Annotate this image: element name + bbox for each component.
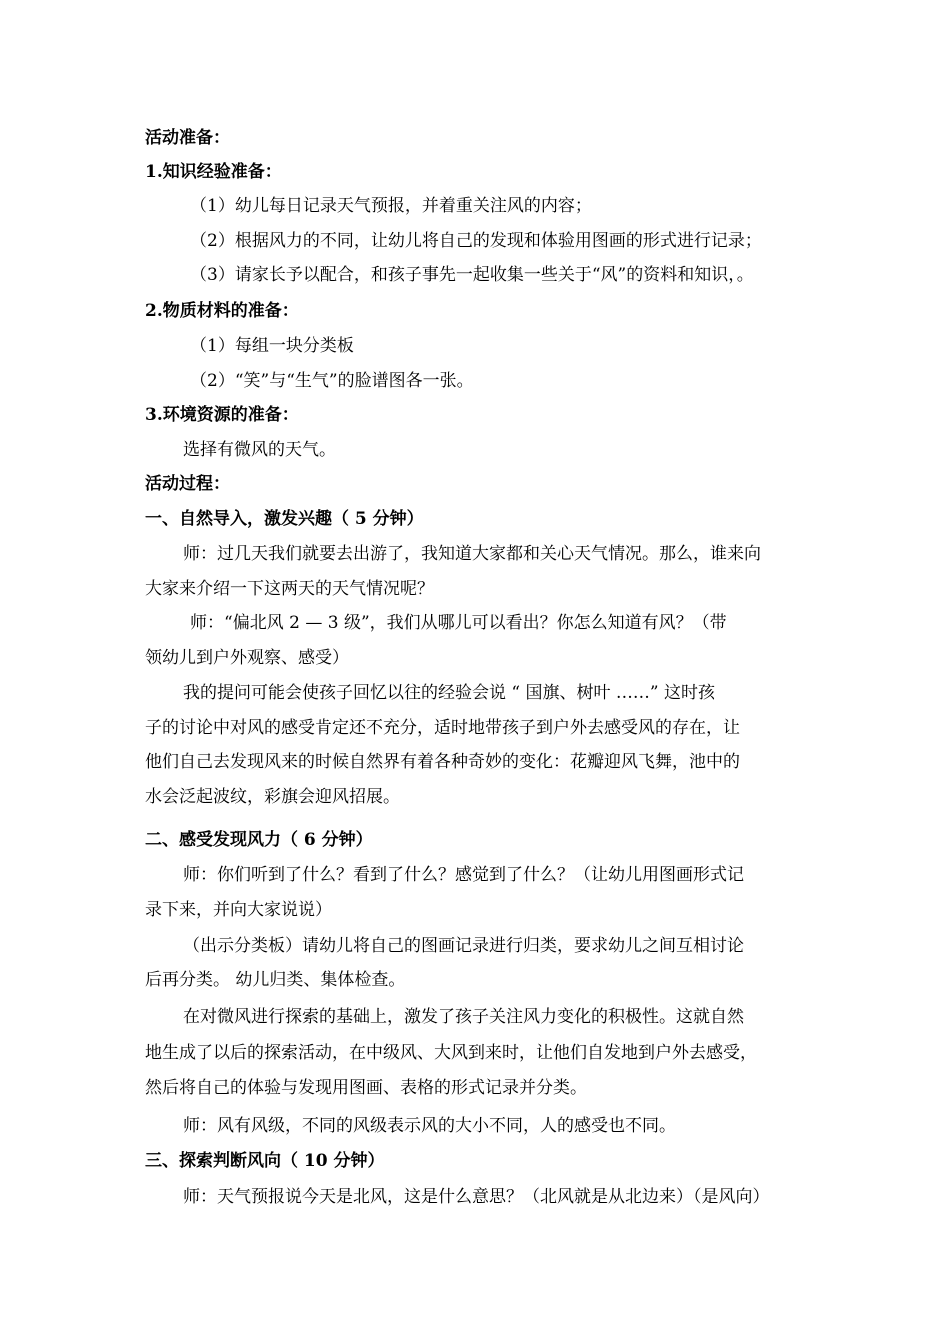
- prep3-heading: 3.环境资源的准备：: [145, 405, 299, 425]
- section2-line-2: 录下来，并向大家说说）: [145, 900, 332, 920]
- section3-line-1: 师：天气预报说今天是北风，这是什么意思？（北风就是从北边来）（是风向）: [183, 1187, 770, 1207]
- section1-line-1: 师：过几天我们就要去出游了，我知道大家都和关心天气情况。那么，谁来向: [183, 544, 761, 564]
- section1-line-8: 水会泛起波纹，彩旗会迎风招展。: [145, 787, 400, 807]
- section2-heading: 二、感受发现风力（ 6 分钟）: [145, 830, 373, 850]
- section3-heading: 三、探索判断风向（ 10 分钟）: [145, 1151, 385, 1171]
- section1-line-5: 我的提问可能会使孩子回忆以往的经验会说 “ 国旗、树叶 ……” 这时孩: [183, 683, 715, 703]
- section2-line-4: 后再分类。 幼儿归类、集体检查。: [145, 970, 406, 990]
- section2-line-5: 在对微风进行探索的基础上，激发了孩子关注风力变化的积极性。这就自然: [183, 1007, 744, 1027]
- section1-line-7: 他们自己去发现风来的时候自然界有着各种奇妙的变化：花瓣迎风飞舞，池中的: [145, 752, 740, 772]
- prep3-text: 选择有微风的天气。: [183, 440, 336, 460]
- prep1-item-2: （2）根据风力的不同，让幼儿将自己的发现和体验用图画的形式进行记录；: [190, 231, 762, 251]
- prep2-item-1: （1）每组一块分类板: [190, 336, 354, 356]
- process-heading: 活动过程：: [145, 474, 230, 494]
- prep1-item-3: （3）请家长予以配合，和孩子事先一起收集一些关于“风”的资料和知识，。: [190, 265, 754, 285]
- prep2-item-2: （2）“笑”与“生气”的脸谱图各一张。: [190, 371, 474, 391]
- prep1-heading: 1.知识经验准备：: [145, 162, 282, 182]
- prep1-item-1: （1）幼儿每日记录天气预报，并着重关注风的内容；: [190, 196, 592, 216]
- section1-line-3: 师：“偏北风 2 — 3 级”，我们从哪儿可以看出？你怎么知道有风？（带: [190, 613, 727, 633]
- section1-line-4: 领幼儿到户外观察、感受）: [145, 648, 349, 668]
- section2-line-8: 师：风有风级，不同的风级表示风的大小不同，人的感受也不同。: [183, 1116, 676, 1136]
- prep2-heading: 2.物质材料的准备：: [145, 301, 299, 321]
- section2-line-7: 然后将自己的体验与发现用图画、表格的形式记录并分类。: [145, 1078, 587, 1098]
- section1-line-2: 大家来介绍一下这两天的天气情况呢？: [145, 579, 434, 599]
- section2-line-3: （出示分类板）请幼儿将自己的图画记录进行归类，要求幼儿之间互相讨论: [183, 936, 744, 956]
- section2-line-1: 师：你们听到了什么？看到了什么？感觉到了什么？（让幼儿用图画形式记: [183, 865, 744, 885]
- section1-heading: 一、自然导入，激发兴趣（ 5 分钟）: [145, 509, 424, 529]
- section1-line-6: 子的讨论中对风的感受肯定还不充分，适时地带孩子到户外去感受风的存在，让: [145, 718, 740, 738]
- prep-heading: 活动准备：: [145, 128, 230, 148]
- section2-line-6: 地生成了以后的探索活动，在中级风、大风到来时，让他们自发地到户外去感受，: [145, 1043, 757, 1063]
